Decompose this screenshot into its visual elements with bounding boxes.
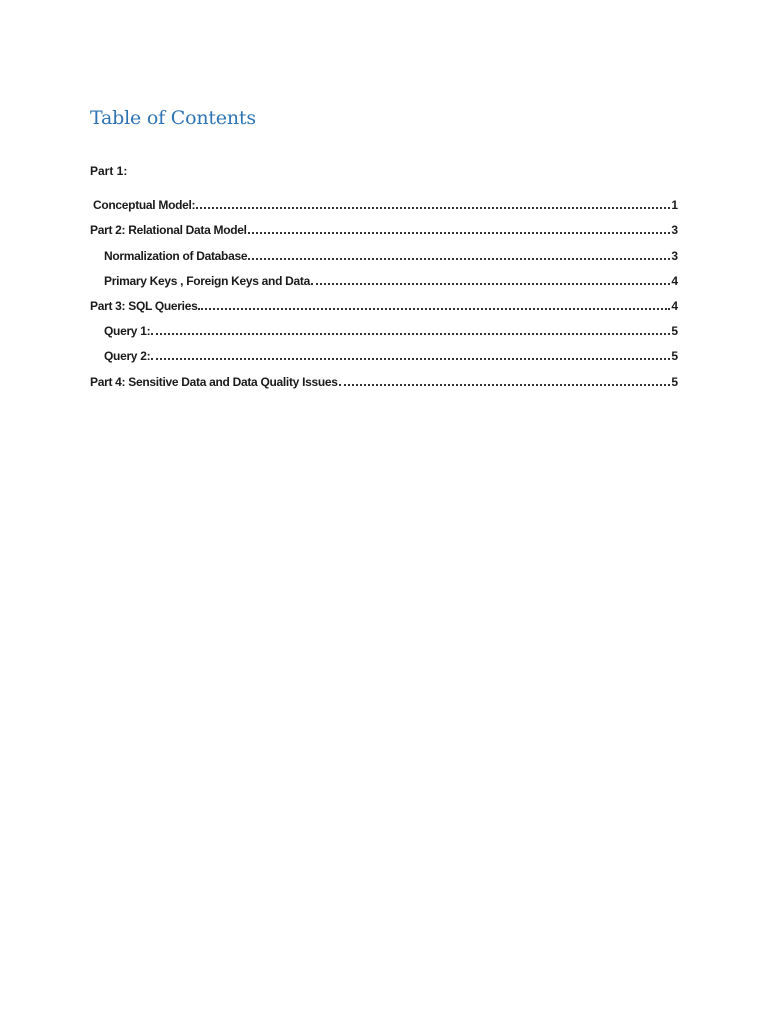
toc-entry-label: Part 4: Sensitive Data and Data Quality Issues: [90, 375, 338, 389]
toc-page-number: 4: [671, 274, 678, 288]
toc-entry-query1[interactable]: [104, 320, 678, 338]
toc-page-number: 3: [671, 249, 678, 263]
toc-entry-label: Conceptual Model:: [93, 198, 196, 212]
toc-dot-leader: [151, 320, 670, 335]
toc-entry-part4[interactable]: [90, 371, 678, 389]
toc-entry-label: Query 1:: [104, 324, 151, 338]
toc-page-number: 5: [671, 349, 678, 363]
toc-entry-conceptual-model[interactable]: [93, 194, 678, 212]
toc-entry-normalization[interactable]: [104, 245, 678, 263]
toc-entry-part2[interactable]: [90, 219, 678, 237]
toc-page-number: 5: [671, 375, 678, 389]
toc-entry-label: Part 2: Relational Data Model: [90, 223, 247, 237]
toc-page-number: 1: [671, 198, 678, 212]
toc-page-number: 3: [671, 223, 678, 237]
toc-entry-part3[interactable]: [90, 295, 678, 313]
toc-title: Table of Contents: [90, 107, 256, 129]
toc-entry-label: Primary Keys , Foreign Keys and Data: [104, 274, 310, 288]
toc-entry-query2[interactable]: [104, 345, 678, 363]
toc-dot-leader: [151, 345, 670, 360]
toc-dot-leader: [339, 371, 671, 386]
toc-entry-primary-keys[interactable]: [104, 270, 678, 288]
toc-dot-leader: [248, 219, 671, 234]
toc-dot-leader: [311, 270, 670, 285]
toc-entry-label: Query 2:: [104, 349, 151, 363]
toc-dot-leader: [196, 194, 670, 209]
toc-page-number: 4: [671, 299, 678, 313]
toc-entry-label: Normalization of Database: [104, 249, 248, 263]
toc-entry-label: Part 3: SQL Queries: [90, 299, 198, 313]
toc-page-number: 5: [671, 324, 678, 338]
toc-dot-leader: [248, 245, 670, 260]
toc-heading-part1: Part 1:: [90, 164, 128, 178]
toc-dot-leader: [198, 295, 670, 310]
